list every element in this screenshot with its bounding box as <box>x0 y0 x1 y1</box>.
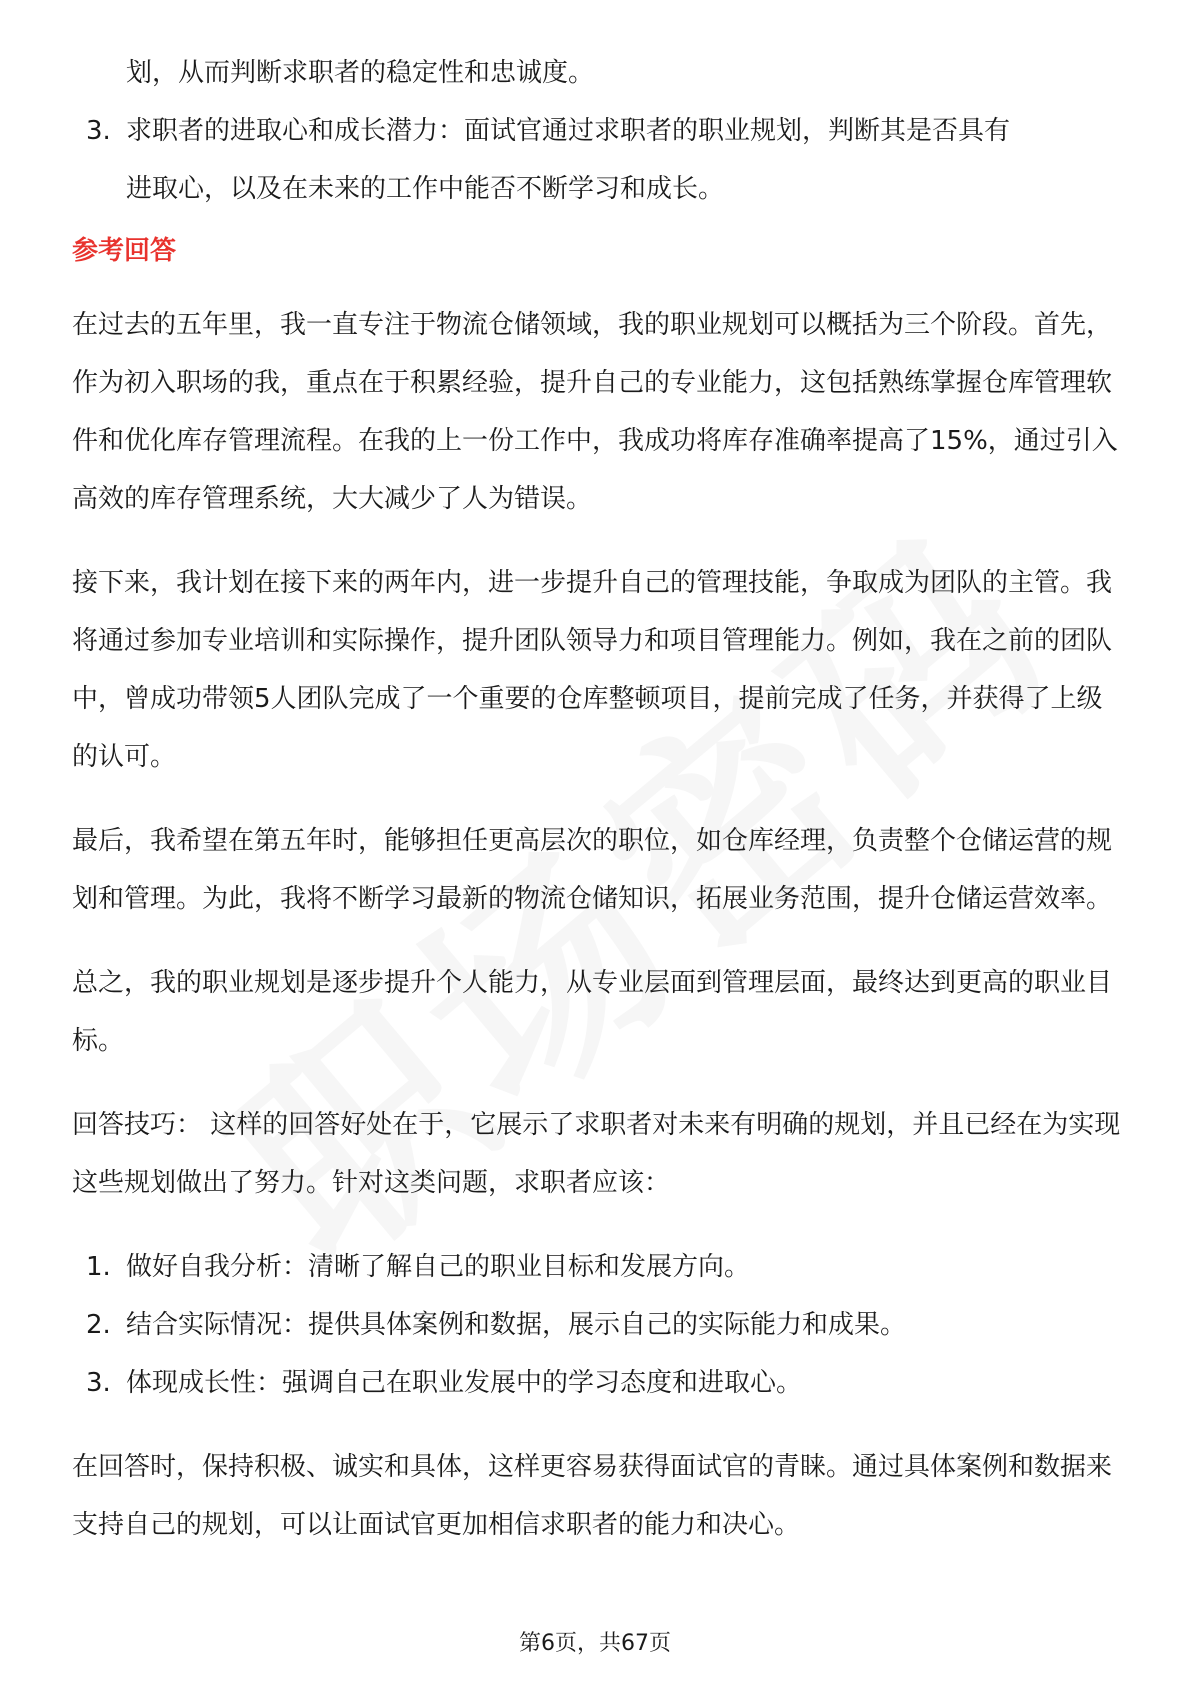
paragraph: 在过去的五年里，我一直专注于物流仓储领域，我的职业规划可以概括为三个阶段。首先，作为初入职场的我，重点在于积累经验，提升自己的专业能力，这包括熟练掌握仓库管理软件和优化库存管理流程。在我的上一份工作中，我成功将库存准确率提高了15%，通过引入高效的库存管理系统，大大减少了人为错误。 <box>72 310 1118 514</box>
page-content <box>72 44 1122 1580</box>
paragraph: 总之，我的职业规划是逐步提升个人能力，从专业层面到管理层面，最终达到更高的职业目标。 <box>72 968 1113 1056</box>
answer-tips-intro: 回答技巧： 这样的回答好处在于，它展示了求职者对未来有明确的规划，并且已经在为实现这些规划做出了努力。针对这类问题，求职者应该： <box>72 1110 1121 1198</box>
list-number: 3. <box>86 116 111 146</box>
section-heading: 参考回答 <box>72 236 177 266</box>
paragraph: 接下来，我计划在接下来的两年内，进一步提升自己的管理技能，争取成为团队的主管。我将通过参加专业培训和实际操作，提升团队领导力和项目管理能力。例如，我在之前的团队中，曾成功带领5人团队完成了一个重要的仓库整顿项目，提前完成了任务，并获得了上级的认可。 <box>72 568 1113 772</box>
list-item <box>72 1238 1122 1296</box>
list-number: 1. <box>86 1252 111 1282</box>
closing-paragraph: 在回答时，保持积极、诚实和具体，这样更容易获得面试官的青睐。通过具体案例和数据来支持自己的规划，可以让面试官更加相信求职者的能力和决心。 <box>72 1452 1113 1540</box>
list-item <box>72 1296 1122 1354</box>
page-number: 第6页，共67页 <box>519 1631 671 1656</box>
criteria-list <box>72 102 1122 218</box>
list-item-text: 结合实际情况：提供具体案例和数据，展示自己的实际能力和成果。 <box>126 1310 907 1340</box>
list-item-text: 做好自我分析：清晰了解自己的职业目标和发展方向。 <box>126 1252 751 1282</box>
list-item-2-continuation: 划，从而判断求职者的稳定性和忠诚度。 <box>126 58 595 88</box>
paragraph: 最后，我希望在第五年时，能够担任更高层次的职位，如仓库经理，负责整个仓储运营的规划和管理。为此，我将不断学习最新的物流仓储知识，拓展业务范围，提升仓储运营效率。 <box>72 826 1113 914</box>
list-item <box>72 102 1122 218</box>
tips-list <box>72 1238 1122 1412</box>
list-item-text: 体现成长性：强调自己在职业发展中的学习态度和进取心。 <box>126 1368 803 1398</box>
list-number: 2. <box>86 1310 111 1340</box>
list-item-text-line: 进取心，以及在未来的工作中能否不断学习和成长。 <box>126 174 725 204</box>
list-number: 3. <box>86 1368 111 1398</box>
list-item-text-line: 求职者的进取心和成长潜力：面试官通过求职者的职业规划，判断其是否具有 <box>126 116 1011 146</box>
list-item <box>72 1354 1122 1412</box>
